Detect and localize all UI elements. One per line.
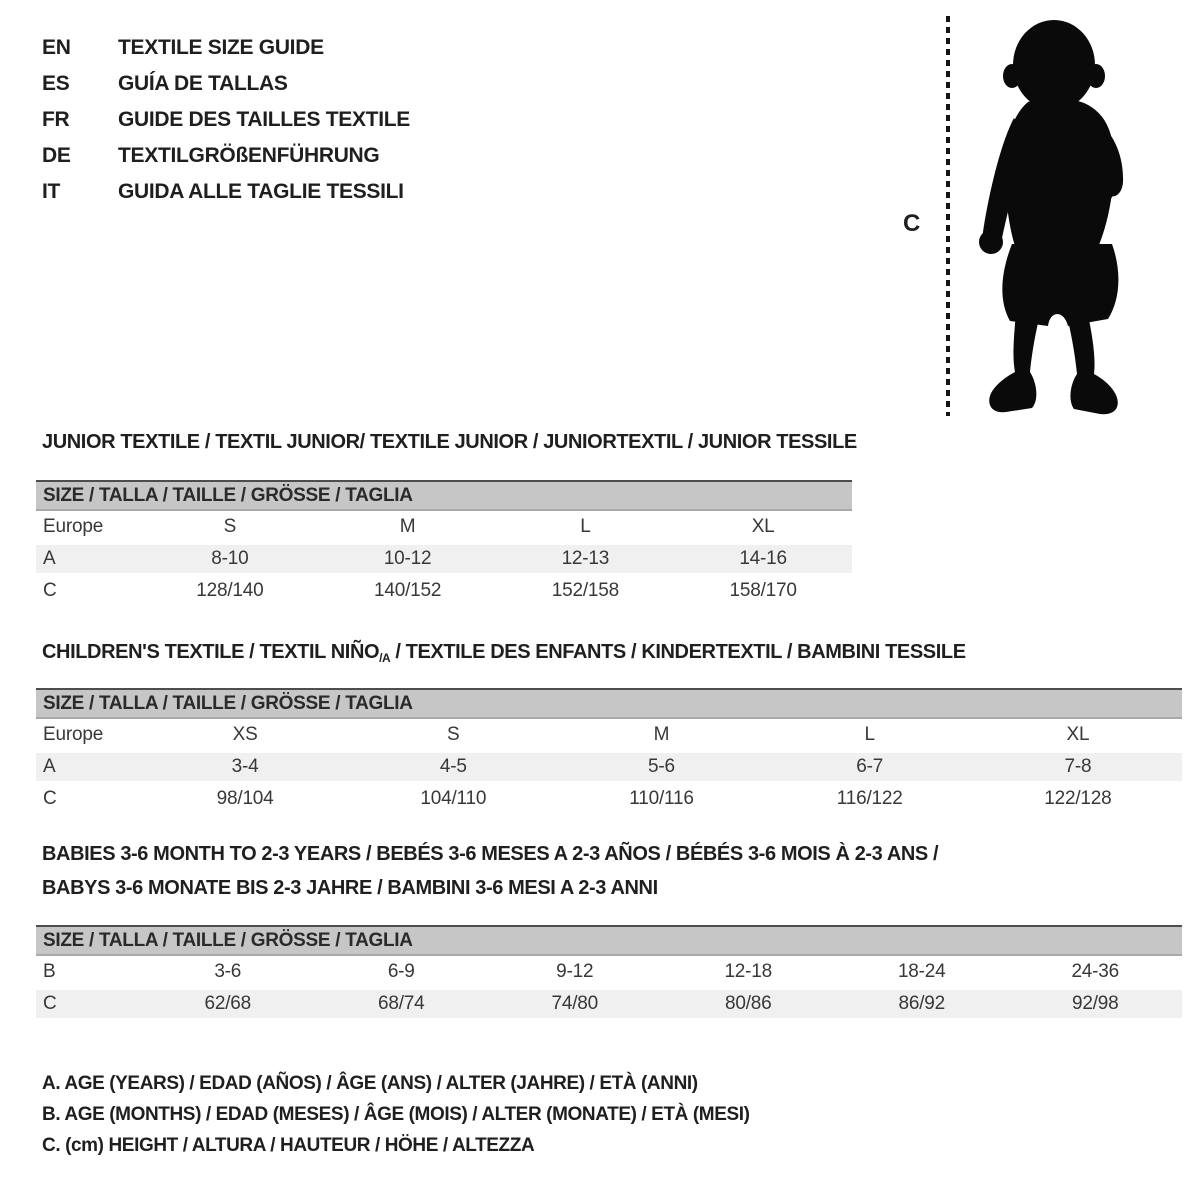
age-cell: 9-12 [556,961,594,982]
children-title-main: CHILDREN'S TEXTILE / TEXTIL NIÑO [42,641,380,663]
age-cell: 12-18 [724,961,773,982]
height-measure-dashed-line [946,16,950,416]
language-label: TEXTILGRÖßENFÜHRUNG [118,144,380,167]
height-cell: 68/74 [377,993,425,1014]
children-title-rest: / TEXTILE DES ENFANTS / KINDERTEXTIL / BAMBINI TESSILE [390,641,966,663]
height-cell: 152/158 [551,580,620,601]
height-cell: 158/170 [729,580,797,601]
table-row-europe [36,719,1182,751]
age-cell: 24-36 [1071,961,1120,982]
table-row-height [36,783,1182,815]
height-cell: 110/116 [629,788,694,809]
row-label: B [43,961,56,982]
table-header-bar: SIZE / TALLA / TAILLE / GRÖSSE / TAGLIA [36,480,852,511]
children-title-subscript: /A [379,651,391,665]
height-cell: 122/128 [1044,788,1112,809]
language-label: GUÍA DE TALLAS [118,72,288,95]
language-code: IT [42,180,61,203]
age-cell: 3-4 [231,756,259,777]
table-row-age-years [36,751,1182,783]
size-cell: XS [232,724,258,745]
height-cell: 86/92 [898,993,946,1014]
legend [42,1068,750,1161]
language-label: GUIDE DES TAILLES TEXTILE [118,108,410,131]
language-code: FR [42,108,70,131]
size-table-babies [36,925,1182,1020]
table-row-height [36,988,1182,1020]
height-cell: 92/98 [1071,993,1119,1014]
children-textile-title [42,641,966,664]
language-code: ES [42,72,70,95]
size-cell: XL [751,516,775,537]
language-label: TEXTILE SIZE GUIDE [118,36,324,59]
legend-line-a: A. AGE (YEARS) / EDAD (AÑOS) / ÂGE (ANS) / ALTER (JAHRE) / ETÀ (ANNI) [42,1072,698,1094]
table-row-age-months [36,956,1182,988]
language-code: EN [42,36,71,59]
language-code: DE [42,144,71,167]
age-cell: 12-13 [561,548,610,569]
row-label: C [43,788,57,809]
height-cell: 98/104 [216,788,274,809]
size-table-children [36,688,1182,815]
size-table-junior [36,480,852,607]
age-cell: 7-8 [1064,756,1092,777]
measure-label-c: C [903,210,921,237]
height-cell: 104/110 [420,788,487,809]
size-cell: M [653,724,670,745]
row-label: C [43,580,57,601]
row-label: A [43,756,56,777]
age-cell: 6-9 [387,961,415,982]
size-cell: XL [1066,724,1090,745]
height-cell: 74/80 [551,993,599,1014]
table-header-bar: SIZE / TALLA / TAILLE / GRÖSSE / TAGLIA [36,925,1182,956]
toddler-silhouette-image [966,12,1142,420]
age-cell: 3-6 [214,961,242,982]
table-row-age-years [36,543,852,575]
babies-title-line1: BABIES 3-6 MONTH TO 2-3 YEARS / BEBÉS 3-6 MESES A 2-3 AÑOS / BÉBÉS 3-6 MOIS À 2-3 ANS / [42,843,939,865]
age-cell: 14-16 [739,548,787,569]
language-row-es [42,66,410,102]
row-label: Europe [43,724,104,745]
language-row-fr [42,102,410,138]
age-cell: 10-12 [383,548,432,569]
age-cell: 5-6 [648,756,675,777]
size-cell: L [580,516,591,537]
size-cell: L [864,724,875,745]
age-cell: 4-5 [439,756,467,777]
legend-line-b: B. AGE (MONTHS) / EDAD (MESES) / ÂGE (MOIS) / ALTER (MONATE) / ETÀ (MESI) [42,1103,750,1125]
row-label: Europe [43,516,104,537]
height-cell: 62/68 [204,993,252,1014]
table-header-bar: SIZE / TALLA / TAILLE / GRÖSSE / TAGLIA [36,688,1182,719]
row-label: A [43,548,56,569]
age-cell: 18-24 [897,961,946,982]
language-row-de [42,138,410,174]
language-label: GUIDA ALLE TAGLIE TESSILI [118,180,404,203]
table-row-europe [36,511,852,543]
height-cell: 128/140 [196,580,264,601]
junior-textile-title: JUNIOR TEXTILE / TEXTIL JUNIOR/ TEXTILE JUNIOR / JUNIORTEXTIL / JUNIOR TESSILE [42,431,857,453]
row-label: C [43,993,57,1014]
height-cell: 140/152 [373,580,442,601]
babies-title-line2: BABYS 3-6 MONATE BIS 2-3 JAHRE / BAMBINI 3-6 MESI A 2-3 ANNI [42,877,658,899]
language-list [42,30,410,210]
size-cell: S [223,516,237,537]
height-cell: 116/122 [836,788,903,809]
language-row-it [42,174,410,210]
table-row-height [36,575,852,607]
age-cell: 6-7 [856,756,884,777]
legend-line-c: C. (cm) HEIGHT / ALTURA / HAUTEUR / HÖHE / ALTEZZA [42,1134,535,1156]
language-row-en [42,30,410,66]
age-cell: 8-10 [211,548,249,569]
size-cell: S [447,724,460,745]
size-cell: M [399,516,416,537]
height-cell: 80/86 [724,993,772,1014]
